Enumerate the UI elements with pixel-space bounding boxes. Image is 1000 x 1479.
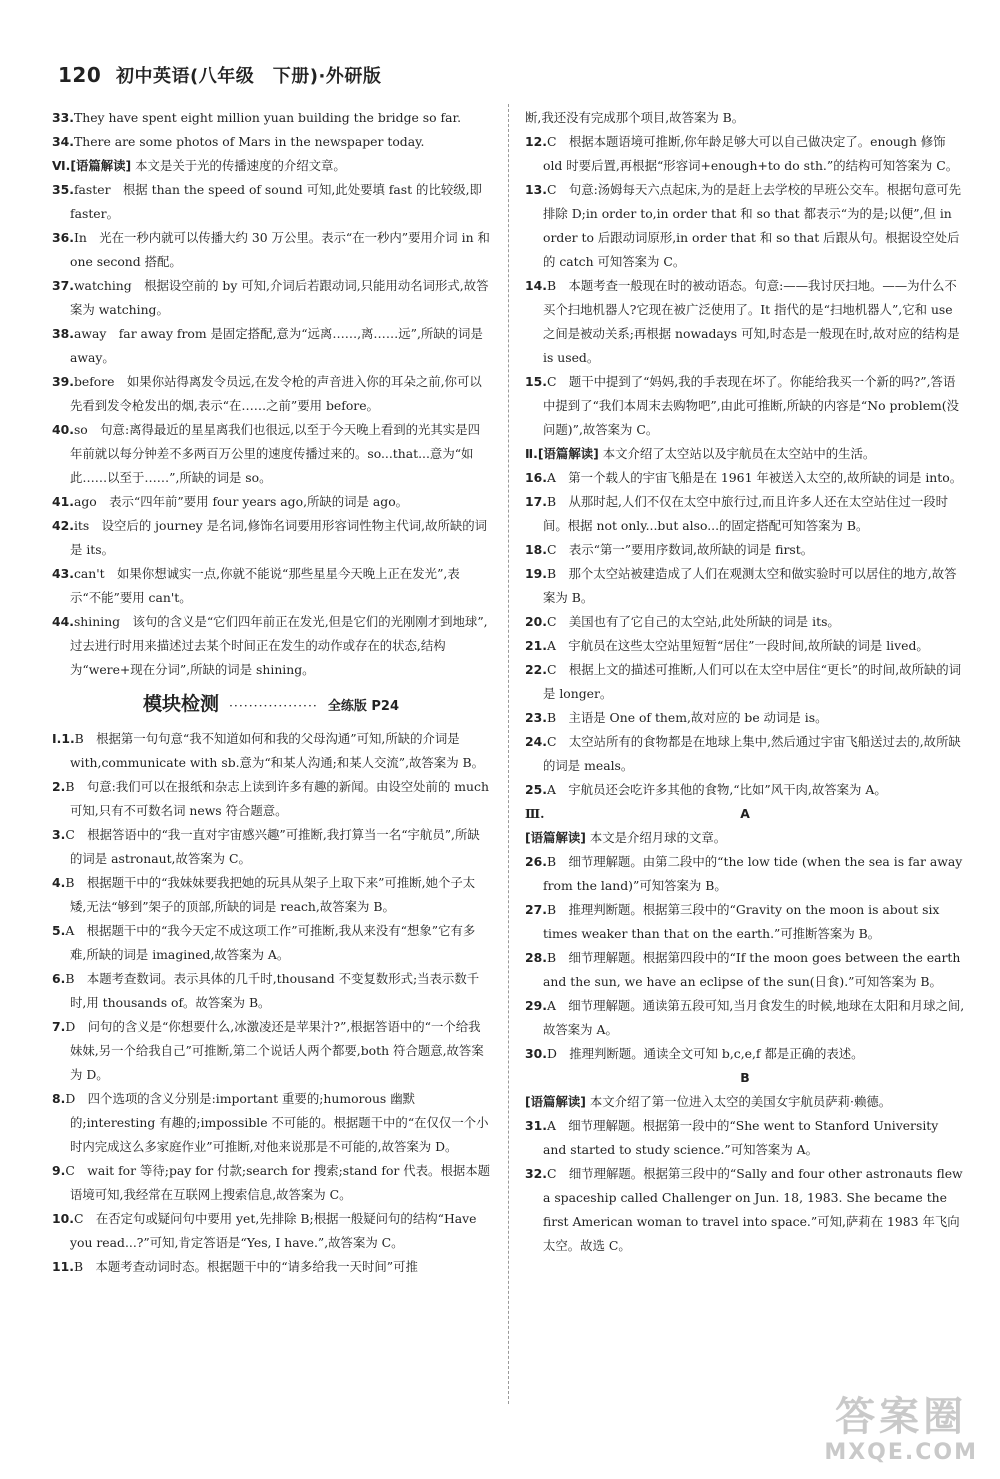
page-header (58, 62, 381, 88)
item-number: 2. (52, 779, 66, 794)
item-number: 26. (525, 854, 547, 869)
item-number: 44. (52, 614, 74, 629)
item-text: B 根据题干中的“我妹妹要我把她的玩具从架子上取下来”可推断,她个子太矮,无法“够到”架子的顶部,所缺的词是 reach,故答案为 B。 (65, 875, 476, 914)
item-text: D 问句的含义是“你想要什么,冰激凌还是苹果汁?”,根据答语中的“一个给我妹妹,另一个给我自己”可推断,第二个说话人两个都要,both 符合题意,故答案为 D。 (65, 1019, 484, 1082)
answer-item (525, 1042, 965, 1066)
answer-item (52, 514, 490, 562)
answer-item (52, 775, 490, 823)
item-number: 14. (525, 278, 547, 293)
item-text: A 第一个载人的宇宙飞船是在 1961 年被送入太空的,故所缺的词是 into。 (546, 470, 963, 485)
item-text: so 句意:离得最近的星星离我们也很远,以至于今天晚上看到的光其实是四年前就以每分钟差不多两百万公里的速度传播过来的。so...that...意为“如此……以至于……”,所缺的词是 so。 (70, 422, 480, 485)
item-number: 21. (525, 638, 547, 653)
item-text: C wait for 等待;pay for 付款;search for 搜索;stand for 代表。根据本题语境可知,我经常在互联网上搜索信息,故答案为 C。 (65, 1163, 491, 1202)
section-tag: [语篇解读] (525, 1094, 586, 1109)
answer-item (525, 850, 965, 898)
section-note: 本文介绍了太空站以及宇航员在太空站中的生活。 (602, 446, 876, 461)
item-text: B 细节理解题。根据第四段中的“If the moon goes between the earth and the sun, we have an eclipse of the sun(日食).”可知答案为 B。 (543, 950, 961, 989)
item-number: 36. (52, 230, 74, 245)
answer-item (52, 871, 490, 919)
answer-item (525, 994, 965, 1042)
answer-item (52, 370, 490, 418)
item-number: Ⅰ.1. (52, 731, 75, 746)
item-number: 40. (52, 422, 74, 437)
item-number: 16. (525, 470, 547, 485)
answer-item (52, 1207, 490, 1255)
item-number: 43. (52, 566, 74, 581)
left-items (52, 178, 490, 682)
item-number: 24. (525, 734, 547, 749)
item-number: 34. (52, 134, 74, 149)
answer-item (525, 946, 965, 994)
answer-item (525, 370, 965, 442)
answer-item (525, 1114, 965, 1162)
item-number: 19. (525, 566, 547, 581)
item-text: C 细节理解题。根据第三段中的“Sally and four other astronauts flew a spaceship called Challenger on Jun. 18, 1983. She became the first American woman to travel into space.”可知,萨莉在 1983 年飞向太空。故选 C。 (543, 1166, 963, 1253)
answer-item (52, 610, 490, 682)
answer-item (52, 1255, 490, 1279)
section-note: 本文介绍了第一位进入太空的美国女宇航员萨莉·赖德。 (589, 1094, 892, 1109)
answer-item (525, 898, 965, 946)
item-number: 35. (52, 182, 74, 197)
item-text: A 宇航员还会吃许多其他的食物,“比如”风干肉,故答案为 A。 (546, 782, 887, 797)
item-number: 20. (525, 614, 547, 629)
left-column (52, 106, 490, 1279)
item-text: C 根据答语中的“我一直对宇宙感兴趣”可推断,我打算当一名“宇航员”,所缺的词是 astronaut,故答案为 C。 (65, 827, 480, 866)
item-text: shining 该句的含义是“它们四年前正在发光,但是它们的光刚刚才到地球”,过去进行时用来描述过去某个时间正在发生的动作或存在的状态,结构为“were+现在分词”,所缺的词是 shining。 (70, 614, 488, 677)
answer-item (525, 130, 965, 178)
item-number: 32. (525, 1166, 547, 1181)
item-number: 41. (52, 494, 74, 509)
section-tag: [语篇解读] (525, 830, 586, 845)
answer-item (52, 130, 490, 154)
item-text: B 推理判断题。根据第三段中的“Gravity on the moon is about six times weaker than that on the earth.”可推断答案为 B。 (543, 902, 940, 941)
column-divider (508, 104, 509, 1404)
left-items-2 (52, 727, 490, 1279)
item-number: 28. (525, 950, 547, 965)
answer-item (525, 538, 965, 562)
module-dots: ·················· (228, 698, 318, 713)
item-number: 33. (52, 110, 74, 125)
item-number: 39. (52, 374, 74, 389)
item-text: D 推理判断题。通读全文可知 b,c,e,f 都是正确的表述。 (546, 1046, 864, 1061)
item-number: 6. (52, 971, 66, 986)
section-3b-note (525, 1090, 965, 1114)
item-number: 22. (525, 662, 547, 677)
item-text: can't 如果你想诚实一点,你就不能说“那些星星今天晚上正在发光”,表示“不能”要用 can't。 (70, 566, 460, 605)
answer-item (52, 490, 490, 514)
item-number: 37. (52, 278, 74, 293)
section-tag: Ⅵ.[语篇解读] (52, 158, 132, 173)
item-number: 27. (525, 902, 547, 917)
item-number: 11. (52, 1259, 74, 1274)
item-text: C 太空站所有的食物都是在地球上集中,然后通过宇宙飞船送过去的,故所缺的词是 meals。 (543, 734, 961, 773)
right-items (525, 130, 965, 442)
answer-item (52, 322, 490, 370)
answer-item (52, 1015, 490, 1087)
answer-item (52, 106, 490, 130)
answer-item (52, 823, 490, 871)
item-text: A 细节理解题。通读第五段可知,当月食发生的时候,地球在太阳和月球之间,故答案为 A。 (543, 998, 965, 1037)
left-pre (52, 106, 490, 154)
item-text: B 那个太空站被建造成了人们在观测太空和做实验时可以居住的地方,故答案为 B。 (543, 566, 957, 605)
item-number: 9. (52, 1163, 66, 1178)
item-text: ago 表示“四年前”要用 four years ago,所缺的词是 ago。 (73, 494, 409, 509)
answer-item (52, 1087, 490, 1159)
item-text: B 细节理解题。由第二段中的“the low tide (when the sea is far away from the land)”可知答案为 B。 (543, 854, 963, 893)
right-items-3 (525, 850, 965, 1066)
item-text: A 细节理解题。根据第一段中的“She went to Stanford University and started to study science.”可知答案为 A。 (543, 1118, 939, 1157)
watermark-en: MXQE.COM (824, 1440, 978, 1465)
section-tag: Ⅱ.[语篇解读] (525, 446, 599, 461)
answer-item (525, 634, 965, 658)
answer-item (52, 226, 490, 274)
item-text: B 本题考查数词。表示具体的几千时,thousand 不变复数形式;当表示数千时,用 thousands of。故答案为 B。 (65, 971, 480, 1010)
item-text: faster 根据 than the speed of sound 可知,此处要填 fast 的比较级,即 faster。 (70, 182, 482, 221)
item-number: 4. (52, 875, 66, 890)
section-2-note (525, 442, 965, 466)
item-text: C 美国也有了它自己的太空站,此处所缺的词是 its。 (546, 614, 840, 629)
answer-item (525, 562, 965, 610)
item-number: 29. (525, 998, 547, 1013)
answer-item (525, 1162, 965, 1258)
item-text: away far away from 是固定搭配,意为“远离……,离……远”,所缺的词是 away。 (70, 326, 483, 365)
right-column (525, 106, 965, 1258)
item-text: B 句意:我们可以在报纸和杂志上读到许多有趣的新闻。由设空处前的 much 可知,只有不可数名词 news 符合题意。 (65, 779, 489, 818)
right-items-2 (525, 466, 965, 802)
section-3-note (525, 826, 965, 850)
item-text: B 本题考查动词时态。根据题干中的“请多给我一天时间”可推 (73, 1259, 418, 1274)
item-text: A 宇航员在这些太空站里短暂“居住”一段时间,故所缺的词是 lived。 (546, 638, 929, 653)
item-text: There are some photos of Mars in the newspaper today. (73, 134, 425, 149)
item-number: 42. (52, 518, 74, 533)
section-3-label: Ⅲ. (525, 806, 545, 821)
answer-item (525, 778, 965, 802)
item-number: 23. (525, 710, 547, 725)
answer-item (525, 706, 965, 730)
item-number: 8. (52, 1091, 66, 1106)
answer-item (52, 1159, 490, 1207)
section-note: 本文是介绍月球的文章。 (589, 830, 727, 845)
item-text: C 表示“第一”要用序数词,故所缺的词是 first。 (546, 542, 814, 557)
item-text: They have spent eight million yuan building the bridge so far. (73, 110, 462, 125)
answer-item (52, 274, 490, 322)
watermark-cn: 答案圈 (835, 1394, 968, 1440)
section-note: 本文是关于光的传播速度的介绍文章。 (135, 158, 346, 173)
answer-item (525, 178, 965, 274)
item-text: A 根据题干中的“我今天定不成这项工作”可推断,我从来没有“想象”它有多难,所缺的词是 imagined,故答案为 A。 (65, 923, 476, 962)
answer-item (52, 727, 490, 775)
answer-item (525, 658, 965, 706)
item-number: 3. (52, 827, 66, 842)
answer-item (52, 418, 490, 490)
page-number: 120 (58, 63, 102, 87)
answer-item (52, 562, 490, 610)
part-a-label: A (740, 806, 750, 821)
item-number: 12. (525, 134, 547, 149)
item-text: C 句意:汤姆每天六点起床,为的是赶上去学校的早班公交车。根据句意可先排除 D;in order to,in order that 和 so that 都表示“为的是;以便”,但 in order to 后跟动词原形,in order that 和 so that 后跟从句。根据设空处后的 catch 可知答案为 C。 (543, 182, 962, 269)
section-6-note (52, 154, 490, 178)
item-number: 18. (525, 542, 547, 557)
answer-item (525, 466, 965, 490)
item-text: C 在否定句或疑问句中要用 yet,先排除 B;根据一般疑问句的结构“Have you read...?”可知,肯定答语是“Yes, I have.”,故答案为 C。 (70, 1211, 477, 1250)
item-number: 5. (52, 923, 66, 938)
item-text: C 题干中提到了“妈妈,我的手表现在坏了。你能给我买一个新的吗?”,答语中提到了“我们本周末去购物吧”,由此可推断,所缺的内容是“No problem(没问题)”,故答案为 C。 (543, 374, 960, 437)
item-number: 13. (525, 182, 547, 197)
item-text: In 光在一秒内就可以传播大约 30 万公里。表示“在一秒内”要用介词 in 和 one second 搭配。 (70, 230, 490, 269)
item-number: 30. (525, 1046, 547, 1061)
item-number: 31. (525, 1118, 547, 1133)
item-text: B 从那时起,人们不仅在太空中旅行过,而且许多人还在太空站住过一段时间。根据 not only...but also...的固定搭配可知答案为 B。 (543, 494, 949, 533)
item-number: 38. (52, 326, 74, 341)
item-text: C 根据本题语境可推断,你年龄足够大可以自己做决定了。enough 修饰 old 时要后置,再根据“形容词+enough+to do sth.”的结构可知答案为 C。 (543, 134, 959, 173)
part-b-label: B (740, 1070, 750, 1085)
item-number: 25. (525, 782, 547, 797)
right-items-4 (525, 1114, 965, 1258)
answer-item (52, 967, 490, 1015)
item-text: its 设空后的 journey 是名词,修饰名词要用形容词性物主代词,故所缺的词是 its。 (70, 518, 488, 557)
item-text: D 四个选项的含义分别是:important 重要的;humorous 幽默的;interesting 有趣的;impossible 不可能的。根据题干中的“在仅仅一个小时内完成这么多家庭作业”可推断,对他来说那是不可能的,故答案为 D。 (65, 1091, 489, 1154)
answer-item (525, 274, 965, 370)
item-text: C 根据上文的描述可推断,人们可以在太空中居住“更长”的时间,故所缺的词是 longer。 (543, 662, 962, 701)
item-number: 17. (525, 494, 547, 509)
answer-item (525, 490, 965, 538)
item-text: B 主语是 One of them,故对应的 be 动词是 is。 (546, 710, 828, 725)
item-text: B 根据第一句句意“我不知道如何和我的父母沟通”可知,所缺的介词是 with,communicate with sb.意为“和某人沟通;和某人交流”,故答案为 B。 (70, 731, 485, 770)
module-ref: 全练版 P24 (327, 699, 400, 714)
page-title: 初中英语(八年级 下册)·外研版 (116, 66, 382, 87)
watermark-logo (824, 1394, 978, 1465)
item-text: before 如果你站得离发令员远,在发令枪的声音进入你的耳朵之前,你可以先看到发令枪发出的烟,表示“在……之前”要用 before。 (70, 374, 482, 413)
item-number: 7. (52, 1019, 66, 1034)
item-number: 15. (525, 374, 547, 389)
answer-item (525, 610, 965, 634)
continued-text: 断,我还没有完成那个项目,故答案为 B。 (525, 110, 745, 125)
answer-item (52, 178, 490, 226)
answer-item (525, 730, 965, 778)
item-text: B 本题考查一般现在时的被动语态。句意:——我讨厌扫地。——为什么不买个扫地机器人?它现在被广泛使用了。It 指代的是“扫地机器人”,它和 use 之间是被动关系;再根据 nowadays 可知,时态是一般现在时,故对应的结构是 is used。 (543, 278, 960, 365)
answer-item (52, 919, 490, 967)
item-text: watching 根据设空前的 by 可知,介词后若跟动词,只能用动名词形式,故答案为 watching。 (70, 278, 489, 317)
item-number: 10. (52, 1211, 74, 1226)
module-heading (52, 692, 490, 719)
module-title: 模块检测 (142, 693, 219, 715)
